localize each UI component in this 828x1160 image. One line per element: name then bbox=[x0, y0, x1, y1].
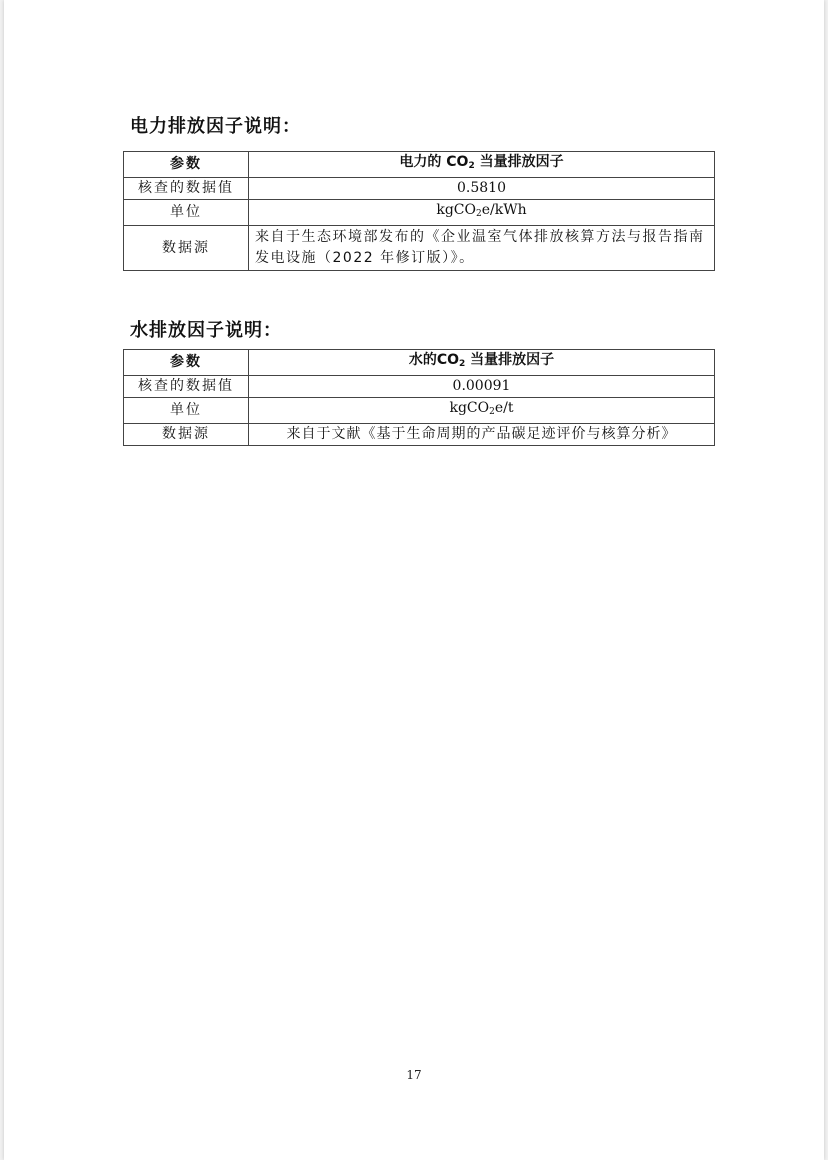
row-label: 核查的数据值 bbox=[124, 376, 249, 398]
table-row bbox=[124, 398, 715, 424]
row-label: 核查的数据值 bbox=[124, 178, 249, 200]
table-header-row bbox=[124, 350, 715, 376]
page-number: 17 bbox=[406, 1068, 422, 1082]
table-row bbox=[124, 178, 715, 200]
row-label: 数据源 bbox=[124, 226, 249, 271]
row-label: 单位 bbox=[124, 200, 249, 226]
header-value-cell: 电力的 $CO_2$ 当量排放因子 bbox=[249, 152, 715, 178]
row-value: 0.5810 bbox=[249, 178, 715, 200]
table-header-row bbox=[124, 152, 715, 178]
table-row bbox=[124, 200, 715, 226]
water-factor-table bbox=[123, 349, 715, 446]
electricity-factor-table bbox=[123, 151, 715, 271]
document-page bbox=[4, 0, 824, 1160]
row-value: 来自于文献《基于生命周期的产品碳足迹评价与核算分析》 bbox=[249, 424, 715, 446]
table-row bbox=[124, 226, 715, 271]
row-label: 数据源 bbox=[124, 424, 249, 446]
row-value: 0.00091 bbox=[249, 376, 715, 398]
table-row bbox=[124, 376, 715, 398]
header-param-cell: 参数 bbox=[124, 152, 249, 178]
electricity-section-title: 电力排放因子说明： bbox=[130, 116, 301, 137]
table-row bbox=[124, 424, 715, 446]
row-value: kgCO$_2$e/t bbox=[249, 398, 715, 424]
header-param-cell: 参数 bbox=[124, 350, 249, 376]
water-section-title: 水排放因子说明： bbox=[130, 320, 282, 341]
header-value-cell: 水的$CO_2$ 当量排放因子 bbox=[249, 350, 715, 376]
row-value: kgCO$_2$e/kWh bbox=[249, 200, 715, 226]
row-value: 来自于生态环境部发布的《企业温室气体排放核算方法与报告指南发电设施（2022 年修订版）》。 bbox=[249, 226, 715, 271]
row-label: 单位 bbox=[124, 398, 249, 424]
